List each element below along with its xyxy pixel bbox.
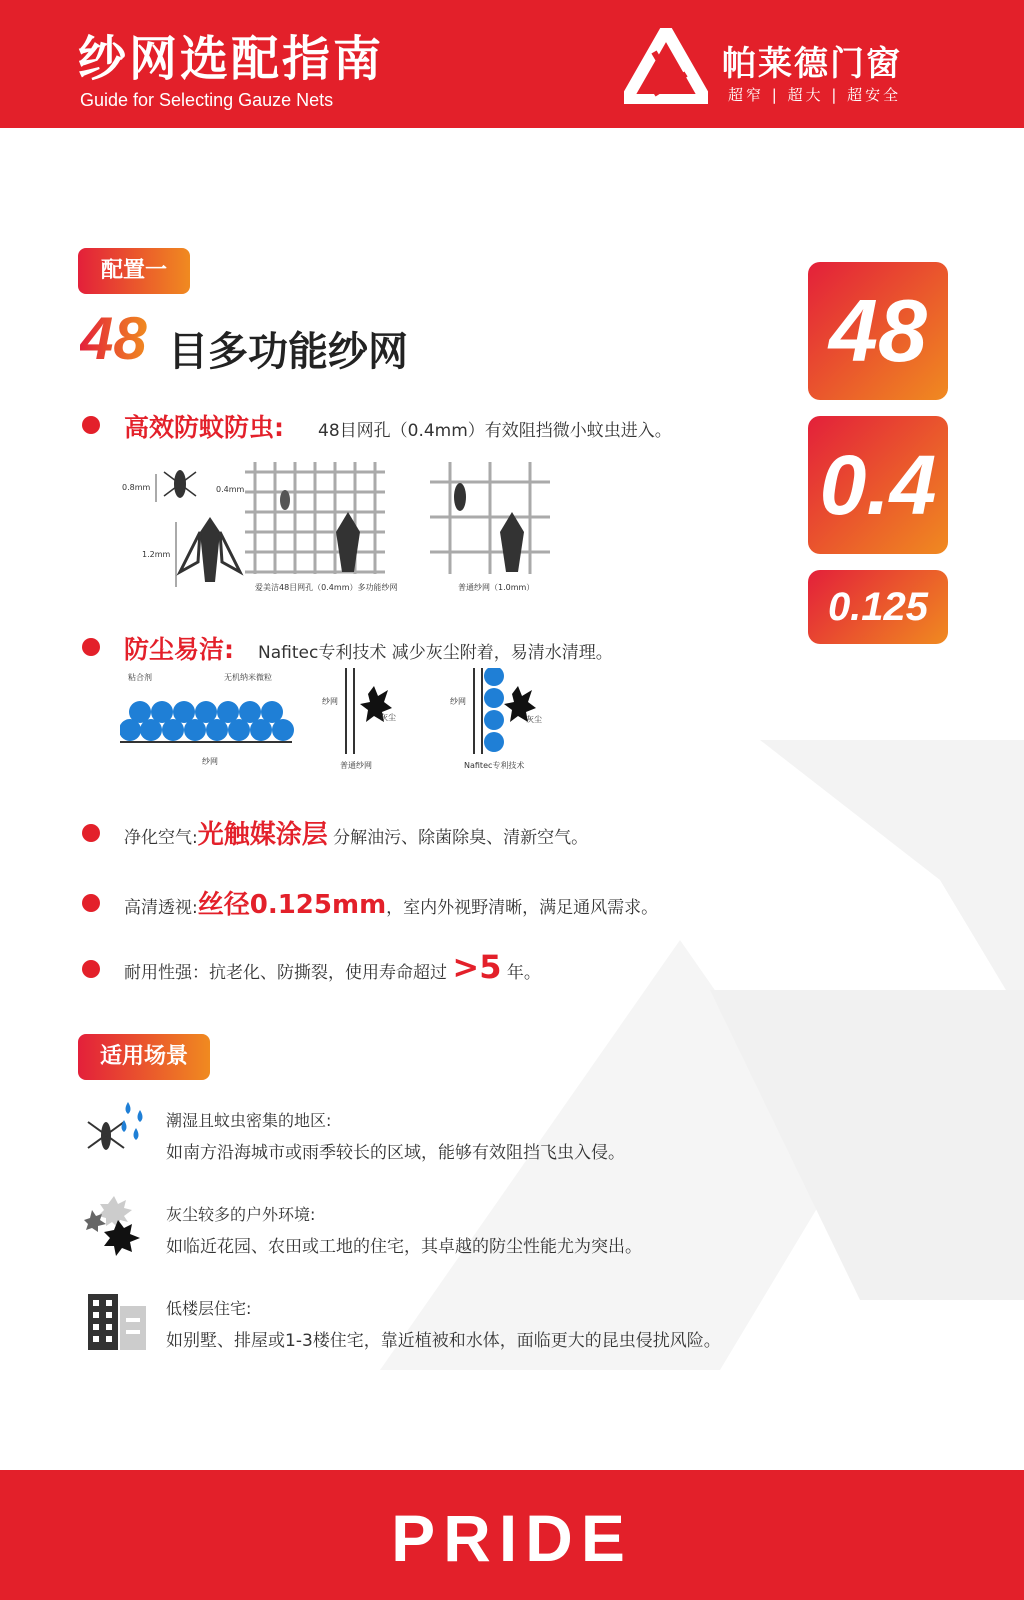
normal-mesh-caption: 普通纱网（1.0mm） xyxy=(458,583,535,592)
feature-purify xyxy=(124,814,588,851)
bullet-dot xyxy=(82,894,100,912)
purify-prefix: 净化空气: xyxy=(124,828,198,848)
binder-label: 粘合剂 xyxy=(128,673,152,682)
dust-left-label: 灰尘 xyxy=(380,713,396,722)
durable-suffix: 年。 xyxy=(501,963,541,983)
dust-icon xyxy=(84,1196,144,1256)
scene-1-title: 潮湿且蚊虫密集的地区: xyxy=(166,1111,332,1130)
brand-name: 帕莱德门窗 xyxy=(722,44,902,84)
config-badge: 配置一 xyxy=(78,248,190,294)
scene-2-desc: 如临近花园、农田或工地的住宅，其卓越的防尘性能尤为突出。 xyxy=(166,1237,642,1257)
footer-bar xyxy=(0,1470,1024,1600)
page-title: 纱网选配指南 xyxy=(78,31,385,87)
hole-size-label: 0.4mm xyxy=(216,485,245,494)
durable-highlight: >5 xyxy=(452,948,502,986)
scene-1-desc: 如南方沿海城市或雨季较长的区域，能够有效阻挡飞虫入侵。 xyxy=(166,1143,625,1163)
stat-wire-diameter: 0.125 xyxy=(808,570,948,644)
scene-2-title: 灰尘较多的户外环境: xyxy=(166,1205,316,1224)
fine-mesh-caption: 爱美洁48目网孔（0.4mm）多功能纱网 xyxy=(255,583,398,592)
feature-clear xyxy=(124,884,658,921)
net-right-label: 纱网 xyxy=(450,697,466,706)
nano-particles xyxy=(120,701,294,741)
dust-right-label: 灰尘 xyxy=(526,715,542,724)
clear-prefix: 高清透视: xyxy=(124,898,198,918)
nafitec-caption: Nafitec专利技术 xyxy=(464,761,525,770)
fine-mesh-grid xyxy=(245,462,385,574)
size-large-label: 1.2mm xyxy=(142,550,171,559)
stat-hole-size: 0.4 xyxy=(808,416,948,554)
config-title: 目多功能纱网 xyxy=(168,329,408,375)
bullet-dot xyxy=(82,824,100,842)
header-bar xyxy=(0,0,1024,128)
feature-dust-desc: Nafitec专利技术 减少灰尘附着，易清水清理。 xyxy=(258,643,613,663)
bee-icon xyxy=(180,517,240,582)
bullet-dot xyxy=(82,638,100,656)
mesh-number: 48 xyxy=(80,305,147,372)
particle-column xyxy=(484,668,504,752)
brand-slogan: 超窄 | 超大 | 超安全 xyxy=(728,86,902,104)
mosquito-rain-icon xyxy=(84,1100,154,1164)
bullet-dot xyxy=(82,416,100,434)
scene-3-desc: 如别墅、排屋或1-3楼住宅，靠近植被和水体，面临更大的昆虫侵扰风险。 xyxy=(166,1331,721,1351)
feature-durable xyxy=(124,948,541,986)
purify-highlight: 光触媒涂层 xyxy=(197,820,328,850)
net-left-label: 纱网 xyxy=(322,697,338,706)
scenes-badge: 适用场景 xyxy=(78,1034,210,1080)
feature-dust-title: 防尘易洁: xyxy=(124,635,234,664)
bullet-dot xyxy=(82,960,100,978)
size-small-label: 0.8mm xyxy=(122,483,151,492)
particles-label: 无机纳米微粒 xyxy=(224,673,272,682)
stat-mesh: 48 xyxy=(808,262,948,400)
normal-mesh-grid xyxy=(430,462,550,574)
net-label: 纱网 xyxy=(202,757,218,766)
triangle-logo-icon xyxy=(624,28,708,104)
durable-prefix: 耐用性强：抗老化、防撕裂，使用寿命超过 xyxy=(124,963,453,983)
page-subtitle: Guide for Selecting Gauze Nets xyxy=(80,90,334,110)
mosquito-icon xyxy=(164,470,196,498)
scene-3-title: 低楼层住宅: xyxy=(166,1299,252,1318)
purify-suffix: 分解油污、除菌除臭、清新空气。 xyxy=(327,828,589,848)
building-icon xyxy=(88,1294,148,1350)
feature-mosquito-title: 高效防蚊防虫: xyxy=(124,413,284,442)
feature-mosquito-desc: 48目网孔（0.4mm）有效阻挡微小蚊虫进入。 xyxy=(318,421,672,441)
normal-net-caption: 普通纱网 xyxy=(340,761,372,770)
mesh-comparison-diagram xyxy=(120,462,580,612)
nafitec-diagram xyxy=(120,668,560,780)
clear-suffix: ，室内外视野清晰，满足通风需求。 xyxy=(386,898,659,918)
clear-highlight: 丝径0.125mm xyxy=(197,890,387,920)
footer-logo: PRIDE xyxy=(391,1501,633,1575)
